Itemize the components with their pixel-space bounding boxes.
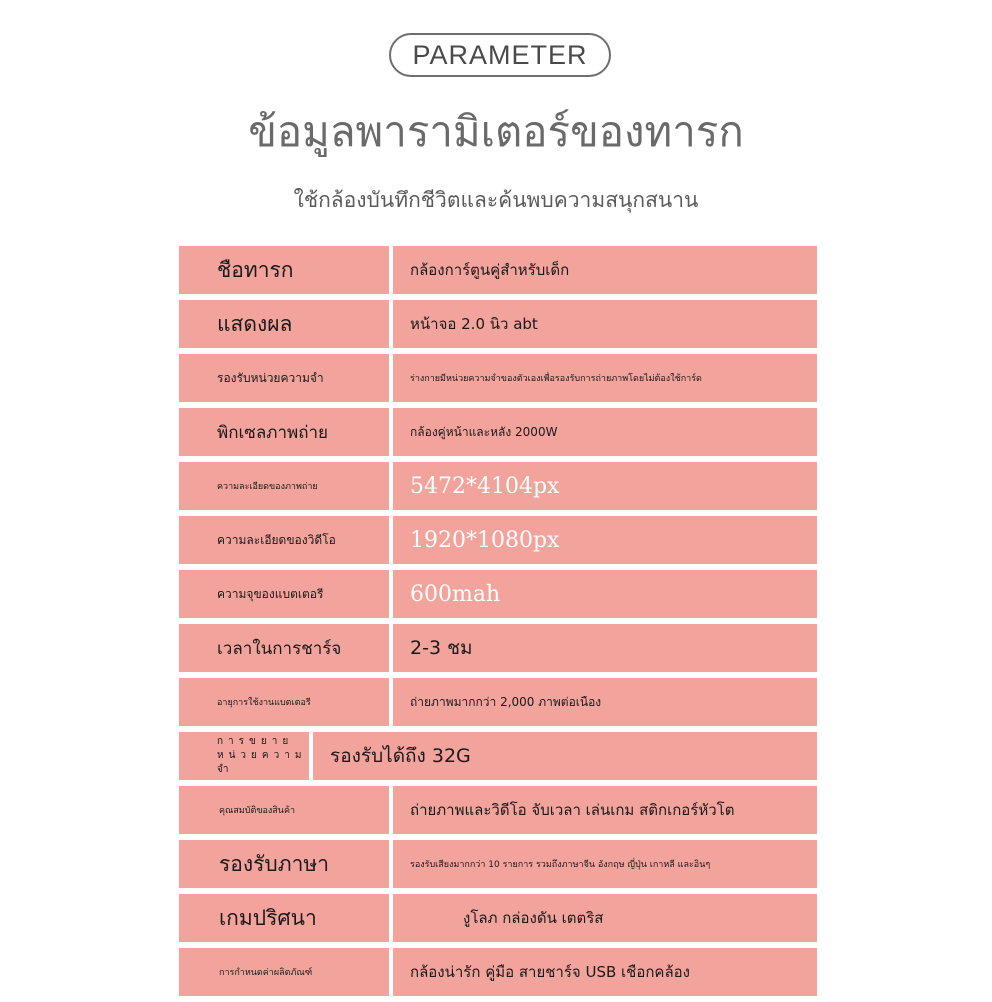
row-value: 1920*1080px xyxy=(393,516,817,564)
row-value: 2-3 ชม xyxy=(393,624,817,672)
row-label: ความละเอียดของภาพถ่าย xyxy=(179,462,389,510)
row-label: การกำหนดค่าผลิตภัณฑ์ xyxy=(179,948,389,996)
table-row xyxy=(179,948,817,996)
row-value: รองรับได้ถึง 32G xyxy=(313,732,817,780)
table-row xyxy=(179,570,817,618)
row-value: ร่างกายมีหน่วยความจำของตัวเองเพื่อรองรับการถ่ายภาพโดยไม่ต้องใช้การ์ด xyxy=(393,354,817,402)
row-label: รองรับหน่วยความจำ xyxy=(179,354,389,402)
row-value: ถ่ายภาพมากกว่า 2,000 ภาพต่อเนือง xyxy=(393,678,817,726)
row-label: แสดงผล xyxy=(179,300,389,348)
table-row xyxy=(179,732,817,780)
page-subtitle: ใช้กล้องบันทึกชีวิตและค้นพบความสนุกสนาน xyxy=(293,188,699,212)
table-row xyxy=(179,786,817,834)
row-label: พิกเซลภาพถ่าย xyxy=(179,408,389,456)
table-row xyxy=(179,624,817,672)
table-row xyxy=(179,462,817,510)
row-label: อายุการใช้งานแบตเตอรี xyxy=(179,678,389,726)
row-value: 5472*4104px xyxy=(393,462,817,510)
parameter-table xyxy=(179,246,817,1002)
row-label: เวลาในการชาร์จ xyxy=(179,624,389,672)
row-label: ชือทารก xyxy=(179,246,389,294)
table-row xyxy=(179,516,817,564)
table-row xyxy=(179,678,817,726)
row-value: 600mah xyxy=(393,570,817,618)
table-row xyxy=(179,300,817,348)
row-value: งูโลภ กล่องดัน เตตริส xyxy=(393,894,817,942)
row-value: หน้าจอ 2.0 นิว abt xyxy=(393,300,817,348)
row-label: คุณสมบัติของสินค้า xyxy=(179,786,389,834)
row-value: กล้องน่ารัก คู่มือ สายชาร์จ USB เชือกคล้อง xyxy=(393,948,817,996)
row-label: ความจุของแบตเตอรี xyxy=(179,570,389,618)
table-row xyxy=(179,408,817,456)
row-label: เกมปริศนา xyxy=(179,894,389,942)
row-label: รองรับภาษา xyxy=(179,840,389,888)
table-row xyxy=(179,246,817,294)
page-title: ข้อมูลพารามิเตอร์ของทารก xyxy=(248,107,744,156)
parameter-badge: PARAMETER xyxy=(389,33,611,77)
row-label: การขยายหน่วยความจำ xyxy=(179,732,309,780)
table-row xyxy=(179,354,817,402)
row-value: กล้องคู่หน้าและหลัง 2000W xyxy=(393,408,817,456)
table-row xyxy=(179,894,817,942)
row-value: รองรับเสียงมากกว่า 10 รายการ รวมถึงภาษาจีน อังกฤษ ญี่ปุ่น เกาหลี และอินๆ xyxy=(393,840,817,888)
row-value: ถ่ายภาพและวิดีโอ จับเวลา เล่นเกม สติกเกอร์หัวโต xyxy=(393,786,817,834)
row-label: ความละเอียดของวิดีโอ xyxy=(179,516,389,564)
table-row xyxy=(179,840,817,888)
row-value: กล้องการ์ตูนคู่สำหรับเด็ก xyxy=(393,246,817,294)
